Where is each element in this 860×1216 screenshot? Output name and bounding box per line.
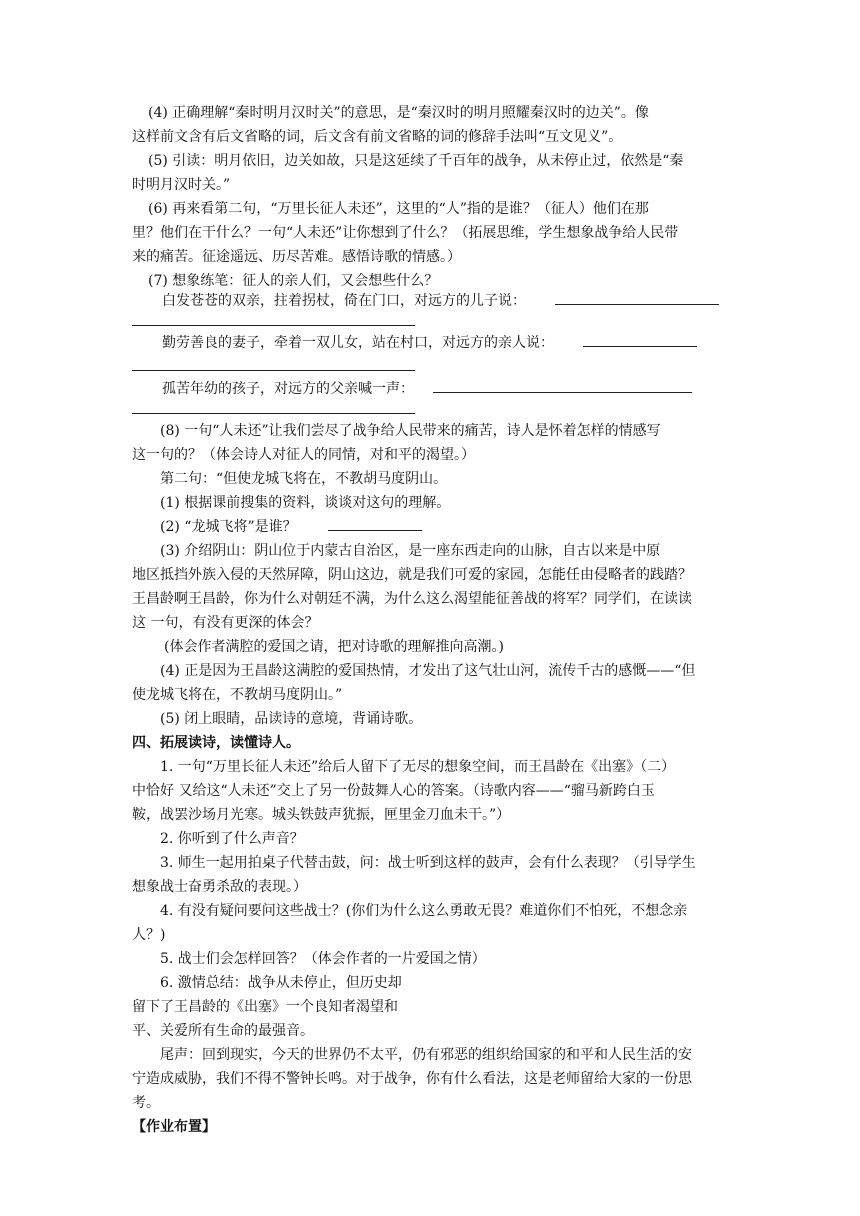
answer-blank[interactable]: [328, 530, 422, 531]
answer-blank[interactable]: [583, 346, 697, 347]
answer-blank[interactable]: [433, 392, 692, 393]
text-line: (3) 介绍阴山：阴山位于内蒙古自治区，是一座东西走向的山脉，自古以来是中原: [160, 543, 661, 559]
text-line: 3. 师生一起用拍桌子代替击鼓，问：战士听到这样的鼓声，会有什么表现？（引导学生: [160, 855, 696, 871]
text-line: 使龙城飞将在，不教胡马度阴山。”: [132, 687, 343, 703]
text-line: 这样前文含有后文省略的词，后文含有前文省略的词的修辞手法叫“互文见义”。: [132, 129, 623, 145]
text-line: 2. 你听到了什么声音？: [160, 831, 304, 847]
answer-blank[interactable]: [132, 413, 415, 414]
text-line: (体会作者满腔的爱国之请，把对诗歌的理解推向高潮。): [164, 639, 504, 655]
text-line: 白发苍苍的双亲，拄着拐杖，倚在门口，对远方的儿子说：: [162, 293, 526, 309]
text-line: (1) 根据课前搜集的资料，谈谈对这句的理解。: [160, 495, 451, 511]
homework-heading: 【作业布置】: [132, 1119, 216, 1135]
text-line: 考。: [132, 1095, 160, 1111]
text-line: 想象战士奋勇杀敌的表现。）: [132, 879, 307, 895]
text-line: 勤劳善良的妻子，牵着一双儿女，站在村口，对远方的亲人说：: [162, 335, 554, 351]
text-line: 5. 战士们会怎样回答？（体会作者的一片爱国之情）: [160, 951, 486, 967]
answer-blank[interactable]: [132, 325, 415, 326]
text-line: (4) 正是因为王昌龄这满腔的爱国热情，才发出了这气壮山河，流传千古的感慨——“但: [160, 663, 696, 679]
text-line: 中恰好 又给这“人未还”交上了另一份鼓舞人心的答案。（诗歌内容——“骝马新跨白玉: [132, 783, 655, 799]
text-line: 平、关爱所有生命的最强音。: [132, 1023, 314, 1039]
text-line: 1. 一句“万里长征人未还”给后人留下了无尽的想象空间，而王昌龄在《出塞》（二）: [160, 759, 676, 775]
text-line: (5) 引读：明月依旧，边关如故，只是这延续了千百年的战争，从未停止过，依然是“秦: [148, 153, 684, 169]
text-line: 里？他们在干什么？一句“人未还”让你想到了什么？（拓展思维，学生想象战争给人民带: [132, 225, 679, 241]
text-line: 地区抵挡外族入侵的天然屏障，阴山这边，就是我们可爱的家园，怎能任由侵略者的践踏？: [132, 567, 692, 583]
text-line: 这 一句，有没有更深的体会？: [132, 615, 319, 631]
text-line: 这一句的？（体会诗人对征人的同情，对和平的渴望。）: [132, 447, 475, 463]
text-line: 王昌龄啊王昌龄，你为什么对朝廷不满，为什么这么渴望能征善战的将军？同学们，在读读: [132, 591, 692, 607]
text-line: (5) 闭上眼睛，品读诗的意境，背诵诗歌。: [160, 711, 423, 727]
answer-blank[interactable]: [555, 304, 719, 305]
text-line: 尾声：回到现实，今天的世界仍不太平，仍有邪恶的组织给国家的和平和人民生活的安: [160, 1047, 692, 1063]
text-line: 人？): [132, 927, 166, 943]
text-line: 留下了王昌龄的《出塞》一个良知者渴望和: [132, 999, 398, 1015]
text-line: (4) 正确理解“秦时明月汉时关”的意思，是“秦汉时的明月照耀秦汉时的边关”。像: [148, 105, 649, 121]
text-line: 6. 激情总结：战争从未停止，但历史却: [160, 975, 402, 991]
section-heading: 四、拓展读诗，读懂诗人。: [132, 735, 300, 751]
text-line: 时明月汉时关。”: [132, 177, 231, 193]
answer-blank[interactable]: [132, 370, 415, 371]
text-line: 宁造成威胁，我们不得不警钟长鸣。对于战争，你有什么看法，这是老师留给大家的一份思: [132, 1071, 692, 1087]
text-line: (6) 再来看第二句，“万里长征人未还”，这里的“人”指的是谁？（征人）他们在那: [148, 201, 649, 217]
text-line: (8) 一句“人未还”让我们尝尽了战争给人民带来的痛苦，诗人是怀着怎样的情感写: [160, 423, 661, 439]
text-line: 来的痛苦。征途遥远、历尽苦难。感悟诗歌的情感。）: [132, 249, 461, 265]
text-line: (7) 想象练笔：征人的亲人们，又会想些什么？: [148, 273, 439, 289]
text-line: 鞍，战罢沙场月光寒。城头铁鼓声犹振，匣里金刀血未干。”）: [132, 807, 511, 823]
text-line: 4. 有没有疑问要问这些战士？(你们为什么这么勇敢无畏？难道你们不怕死，不想念亲: [160, 903, 688, 919]
text-line: (2) “龙城飞将”是谁？: [160, 519, 297, 535]
text-line: 孤苦年幼的孩子，对远方的父亲喊一声：: [162, 381, 414, 397]
text-line: 第二句：“但使龙城飞将在，不教胡马度阴山。: [160, 471, 448, 487]
